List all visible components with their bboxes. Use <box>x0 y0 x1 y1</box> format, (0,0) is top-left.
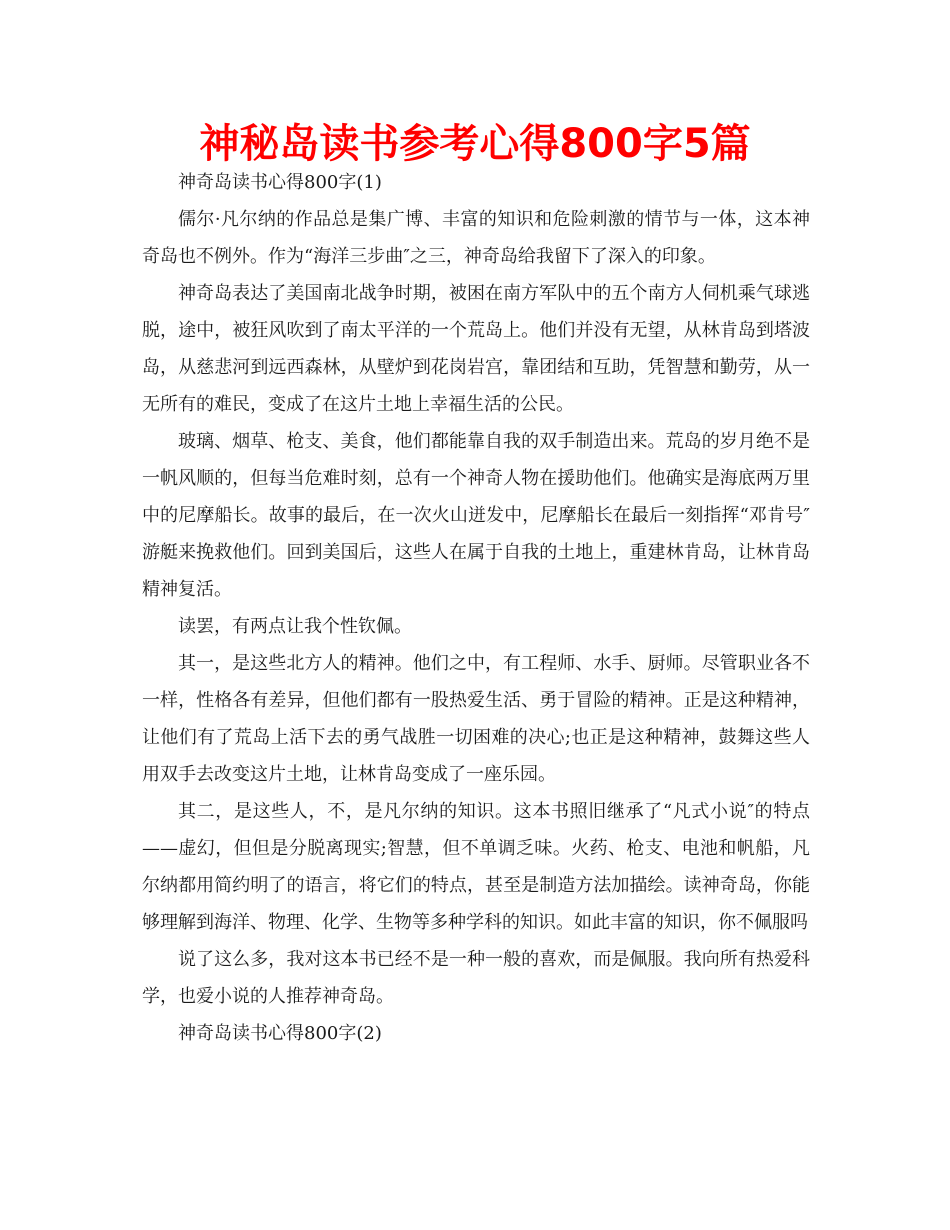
document-title: 神秘岛读书参考心得800字5篇 <box>199 121 751 167</box>
paragraph-point-two: 其二，是这些人，不，是凡尔纳的知识。这本书照旧继承了“凡式小说″的特点——虚幻，但但是分脱离现实;智慧，但不单调乏味。火药、枪支、电池和帆船，凡尔纳都用简约明了的语言，将它们的特点，甚至是制造方法加描绘。读神奇岛，你能够理解到海洋、物理、化学、生物等多种学科的知识。如此丰富的知识，你不佩服吗 <box>142 801 810 933</box>
paragraph-intro: 儒尔·凡尔纳的作品总是集广博、丰富的知识和危险刺激的情节与一体，这本神奇岛也不例外。作为“海洋三步曲″之三，神奇岛给我留下了深入的印象。 <box>142 209 810 267</box>
paragraph-island-life: 玻璃、烟草、枪支、美食，他们都能靠自我的双手制造出来。荒岛的岁月绝不是一帆风顺的，但每当危难时刻，总有一个神奇人物在援助他们。他确实是海底两万里中的尼摩船长。故事的最后，在一次火山迸发中，尼摩船长在最后一刻指挥“邓肯号″游艇来挽救他们。回到美国后，这些人在属于自我的土地上，重建林肯岛，让林肯岛精神复活。 <box>142 431 810 600</box>
paragraph-point-one: 其一，是这些北方人的精神。他们之中，有工程师、水手、厨师。尽管职业各不一样，性格各有差异，但他们都有一股热爱生活、勇于冒险的精神。正是这种精神，让他们有了荒岛上活下去的勇气战胜一切困难的决心;也正是这种精神，鼓舞这些人用双手去改变这片土地，让林肯岛变成了一座乐园。 <box>142 653 810 785</box>
paragraph-admiration: 读罢，有两点让我个性钦佩。 <box>178 616 412 637</box>
paragraph-plot: 神奇岛表达了美国南北战争时期，被困在南方军队中的五个南方人伺机乘气球逃脱，途中，被狂风吹到了南太平洋的一个荒岛上。他们并没有无望，从林肯岛到塔波岛，从慈悲河到远西森林，从壁炉到花岗岩宫，靠团结和互助，凭智慧和勤劳，从一无所有的难民，变成了在这片土地上幸福生活的公民。 <box>142 283 810 415</box>
section-heading-2: 神奇岛读书心得800字(2) <box>178 1023 382 1044</box>
paragraph-conclusion: 说了这么多，我对这本书已经不是一种一般的喜欢，而是佩服。我向所有热爱科学，也爱小说的人推荐神奇岛。 <box>142 949 810 1007</box>
document-body <box>142 164 810 1052</box>
section-heading-1: 神奇岛读书心得800字(1) <box>178 172 382 193</box>
